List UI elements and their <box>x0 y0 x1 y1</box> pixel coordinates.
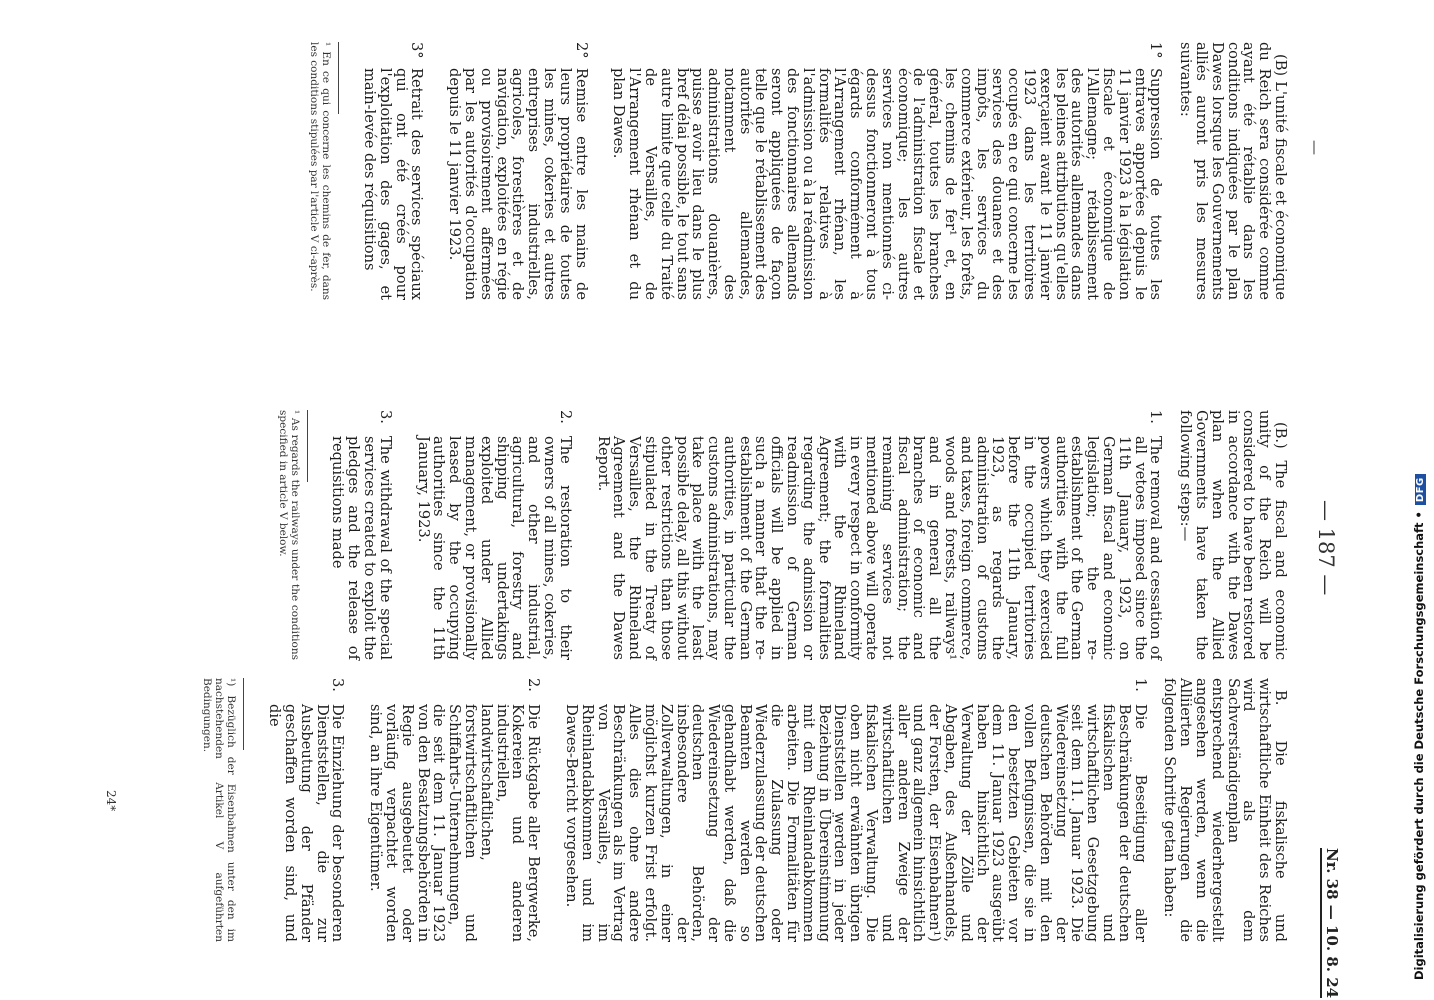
item-number: 2. <box>525 678 543 692</box>
german-column <box>38 678 1288 942</box>
english-item-3 <box>330 410 393 660</box>
digitization-credit-text: Digitalisierung gefördert durch die Deutsche Forschungsgemeinschaft • <box>1412 511 1426 980</box>
item-number: 1. <box>1147 410 1165 424</box>
german-lead: B. Die fiskalische und wirtschaftliche Einheit des Reiches wird als dem Sachverständigenplan entsprechend wiederhergestellt angesehen werden, wenn die Alliierten Regierungen die folgenden Schritte getan haben: <box>1161 678 1289 942</box>
french-column <box>38 42 1288 300</box>
page-number: — 187 — <box>1314 500 1338 596</box>
item-text: Retrait des services spéciaux qui ont été créés pour l'exploitation des gages, et main-levée des réquisitions <box>360 68 426 300</box>
footnote-divider <box>243 678 244 750</box>
header-left-mark: — <box>1306 140 1324 156</box>
issue-number: Nr. 38 — 10. 8. 24 <box>1320 848 1341 998</box>
item-text: Die Rückgabe aller Bergwerke, Kokereien und anderen industriellen, landwirtschaftlichen, forstwirtschaftlichen und Schiffahrts-Unternehmungen, die seit dem 11. Januar 1923 von den Besatzungsbehörden in Regie ausgebeutet oder vorläufig verpachtet worden sind, an ihre Eigentümer. <box>367 704 543 942</box>
german-item-3 <box>266 678 345 942</box>
item-text: Die Beseitigung aller Beschränkungen der deutschen fiskalischen und wirtschaftlichen Gesetzgebung seit dem 11. Januar 1923. Die Wiedereinsetzung der deutschen Behörden mit den vollen Befugnissen, die sie in den besetzten Gebieten vor dem 11. Januar 1923 ausgeübt haben hinsichtlich der Verwaltung der Zölle und Abgaben, des Außenhandels, der Forsten, der Eisenbahnen¹) und ganz allgemein hinsichtlich aller anderen Zweige der wirtschaftlichen und fiskalischen Verwaltung. Die oben nicht erwähnten übrigen Dienststellen werden in jeder Beziehung in Übereinstimmung mit dem Rheinlandabkommen arbeiten. Die Formalitäten für die Zulassung oder Wiederzulassung der deutschen Beamten werden so gehandhabt werden, daß die Wiedereinsetzung der deutschen Behörden, insbesondere der Zollverwaltungen, in einer möglichst kurzen Frist erfolgt. Alles dies ohne andere Beschränkungen als im Vertrag von Versailles, im Rheinlandabkommen und im Dawes-Bericht vorgesehen. <box>562 704 1149 942</box>
item-text: Suppression de toutes les entraves apportées depuis le 11 janvier 1923 à la législation fiscale et économique de l'Allemagne; rétablissement des autorités allemandes dans les pleines attributions qu'elles exerçaient avant le 11 janvier 1923 dans les territoires occupés en ce qui concerne les services des douanes et des impôts, les services du commerce extérieur, les forêts, les chemins de fer¹ et, en général, toutes les branches de l'administration fiscale et économique; les autres services non mentionnés ci-dessus fonctionneront à tous égards conformément à l'Arrangement rhénan, les formalités relatives à l'admission ou à la réadmission des fonctionnaires allemands seront appliquées de façon telle que le rétablissement des autorités allemandes, notamment des administrations douanières, puisse avoir lieu dans le plus bref délai possible, le tout sans autre limite que celle du Traité de Versailles, de l'Arrangement rhénan et du plan Dawes. <box>610 68 1165 300</box>
item-number: 2° <box>572 42 590 59</box>
french-item-3 <box>361 42 424 300</box>
english-column <box>38 410 1288 660</box>
item-number: 2. <box>556 410 574 424</box>
english-item-1 <box>595 410 1164 660</box>
footnote-divider <box>338 42 339 114</box>
french-lead: (B) L'unité fiscale et économique du Reich sera considérée comme ayant été rétablie dans les conditions indiquées par le plan Dawes lorsque les Gouvernements alliés auront pris les mesures suivantes: <box>1177 42 1289 300</box>
footnote-divider <box>307 410 308 482</box>
item-text: The withdrawal of the special services created to exploit the pledges and the release of requisitions made <box>329 436 394 660</box>
item-number: 1. <box>1131 678 1149 692</box>
french-item-1 <box>611 42 1164 300</box>
german-footnote: ¹) Bezüglich der Eisenbahnen unter den im nachstehenden Artikel V aufgeführten Bedingungen. <box>201 678 238 942</box>
english-footnote: ¹ As regards the railways under the conditions specified in article V below. <box>276 410 301 660</box>
french-footnote: ¹ En ce qui concerne les chemins de fer, dans les conditions stipulées par l'article V ci-après. <box>308 42 333 300</box>
item-text: The restoration to their owners of all mines, cokeries, and other industrial, agricultural, forestry and shipping undertakings exploited under Allied management, or provisionally leased by the occupying authorities since the 11th January, 1923. <box>414 436 574 660</box>
item-text: Die Einziehung der besonderen Dienststellen, die zur Ausbeutung der Pfänder geschaffen worden sind, und die <box>266 704 347 942</box>
item-number: 3. <box>329 678 347 692</box>
digitization-credit <box>1412 20 1426 980</box>
item-number: 3. <box>376 410 394 424</box>
digitization-sidebar <box>1404 0 1434 1000</box>
german-item-1 <box>563 678 1147 942</box>
english-item-2 <box>415 410 573 660</box>
page-signature: 24* <box>104 790 118 812</box>
item-text: Remise entre les mains de leurs propriétaires de toutes les mines, cokeries et autres entreprises industrielles, agricoles, forestières et de navigation, exploitées en régie ou provisoirement affermées par les autorités d'occupation depuis le 11 janvier 1923. <box>446 68 590 300</box>
german-item-2 <box>367 678 541 942</box>
dfg-logo: DFG <box>1415 474 1426 505</box>
item-number: 3° <box>408 42 426 59</box>
item-text: The removal and cessation of all vetoes imposed since the 11th January, 1923, on German fiscal and economic legislation; the re-establishment of the German authorities with the full powers which they exercised in the occupied territories before the 11th January, 1923, as regards the administration of customs and taxes, foreign commerce, woods and forests, railways¹ and in general all the branches of economic and fiscal administration; the remaining services not mentioned above will operate in every respect in conformity with the Rhineland Agreement; the formalities regarding the admission or readmission of German officials will be applied in such a manner that the re-establishment of the German authorities, in particular the customs administrations, may take place with the least possible delay, all this without other restrictions than those stipulated in the Treaty of Versailles, the Rhineland Agreement and the Dawes Report. <box>594 436 1165 660</box>
english-lead: (B.) The fiscal and economic unity of the Reich will be considered to have been restored in accordance with the Dawes plan when the Allied Governments have taken the following steps:— <box>1177 410 1289 660</box>
french-item-2 <box>446 42 588 300</box>
item-number: 1° <box>1147 42 1165 59</box>
